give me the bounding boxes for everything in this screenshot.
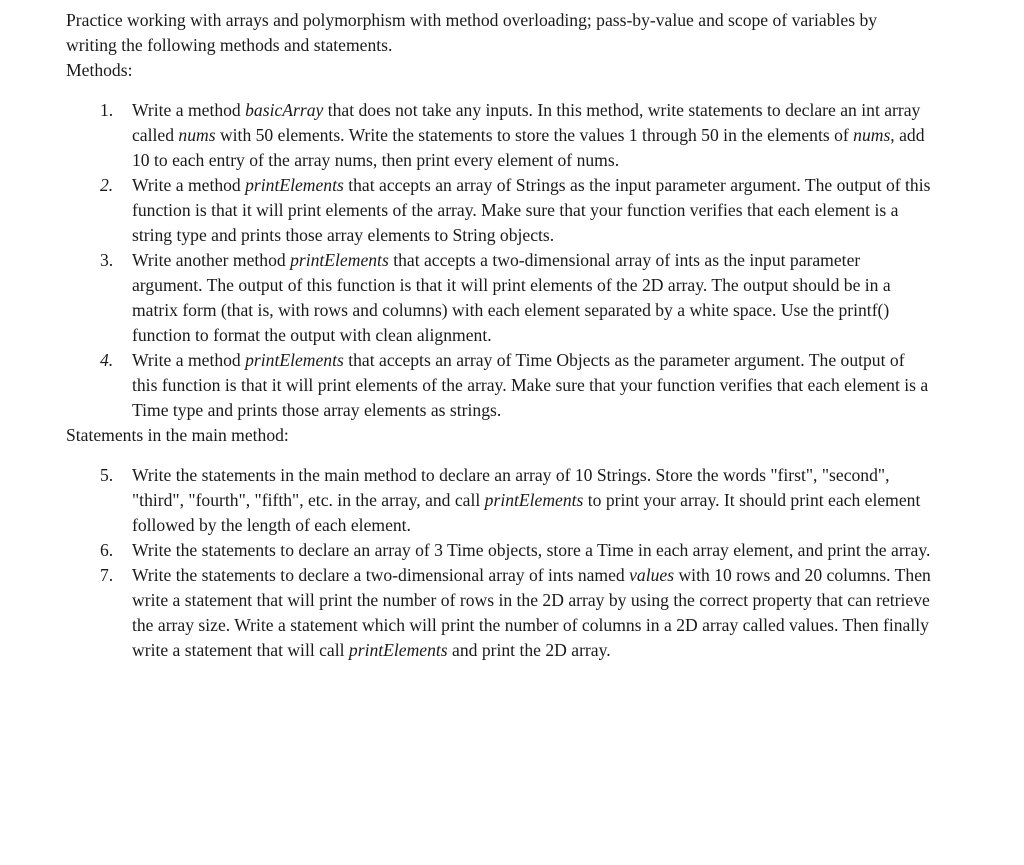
code-term: printElements (290, 250, 389, 270)
item-text: Write a method basicArray that does not take any inputs. In this method, write statements to declare an int array called nums with 50 elements. Write the statements to store the values 1 through 50 in the elements of nums, add 10 to each entry of the array nums, then print every element of nums. (132, 100, 925, 170)
item-text: Write a method printElements that accepts an array of Time Objects as the parameter argument. The output of this function is that it will print elements of the array. Make sure that your function verifies that each element is a Time type and prints those array elements as strings. (132, 350, 929, 420)
item-text: Write the statements to declare an array of 3 Time objects, store a Time in each array element, and print the array. (132, 540, 931, 560)
list-item-1 (66, 98, 932, 173)
item-number: 6. (100, 540, 114, 560)
methods-list (66, 98, 936, 423)
code-term: nums (853, 125, 891, 145)
methods-heading: Methods: (66, 60, 133, 80)
item-number: 7. (100, 565, 114, 585)
list-item-6 (66, 538, 932, 563)
intro-paragraph: Practice working with arrays and polymorphism with method overloading; pass-by-value and scope of variables by writing the following methods and statements. (66, 10, 878, 55)
statements-heading: Statements in the main method: (66, 425, 289, 445)
code-term: printElements (484, 490, 584, 510)
list-item-4 (66, 348, 932, 423)
item-text: Write the statements in the main method to declare an array of 10 Strings. Store the words "first", "second", "third", "fourth", "fifth", etc. in the array, and call printElements to print your array. It should print each element followed by the length of each element. (132, 465, 921, 535)
list-item-3 (66, 248, 932, 348)
list-item-2 (66, 173, 932, 248)
item-number: 1. (100, 100, 114, 120)
statements-list (66, 463, 936, 663)
item-number: 4. (100, 350, 114, 370)
item-number: 3. (100, 250, 114, 270)
item-text: Write the statements to declare a two-dimensional array of ints named values with 10 rows and 20 columns. Then write a statement that will print the number of rows in the 2D array by using the correct property that can retrieve the array size. Write a statement which will print the number of columns in a 2D array called values. Then finally write a statement that will call printElements and print the 2D array. (132, 565, 931, 660)
code-term: printElements (245, 350, 344, 370)
item-text: Write another method printElements that accepts a two-dimensional array of ints as the input parameter argument. The output of this function is that it will print elements of the 2D array. The output should be in a matrix form (that is, with rows and columns) with each element separated by a white space. Use the printf() function to format the output with clean alignment. (132, 250, 891, 345)
item-text: Write a method printElements that accepts an array of Strings as the input parameter argument. The output of this function is that it will print elements of the array. Make sure that your function verifies that each element is a string type and prints those array elements to String objects. (132, 175, 931, 245)
code-term: printElements (245, 175, 344, 195)
item-number: 2. (100, 175, 114, 195)
list-item-5 (66, 463, 932, 538)
document-page (66, 8, 936, 663)
code-term: basicArray (245, 100, 324, 120)
item-number: 5. (100, 465, 114, 485)
code-term: values (629, 565, 675, 585)
list-item-7 (66, 563, 932, 663)
code-term: nums (178, 125, 216, 145)
code-term: printElements (348, 640, 448, 660)
